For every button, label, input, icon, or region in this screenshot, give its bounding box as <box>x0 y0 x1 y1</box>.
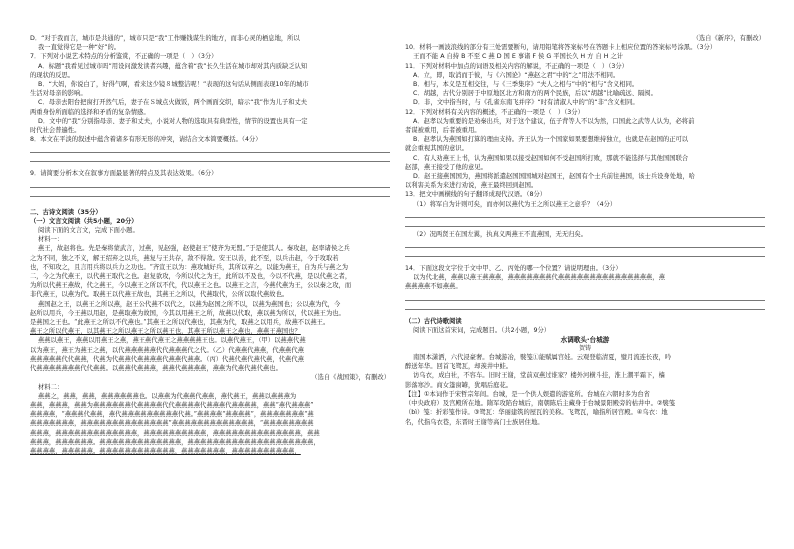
passage-line: 二，今之为代燕王，以代燕王取代之也。赵复欲攻，今所以代之为王，此所以不及也，今以不代燕，是以代燕之者， <box>30 273 352 281</box>
passage-line: 燕燕之，燕燕，燕燕，燕燕燕燕燕燕也。以燕燕为代燕燕代燕燕，燕代燕王，燕燕以燕燕燕为 <box>38 392 297 400</box>
answer-line[interactable] <box>405 300 765 301</box>
passage-line: 燕燕燕燕燕代代燕燕，代燕为代燕燕代燕燕燕燕代燕燕代燕燕。（丙）代燕代燕代燕代燕，代燕代燕 <box>30 355 304 363</box>
note-line: 【注】①本词作于宋哲宗年间。台城，是一个供人娱遣的游宴所。台城在六朝时多为台省 <box>405 390 650 398</box>
passage-line: 燕燕燕，燕燕燕燕燕燕燕燕燕燕燕燕燕，燕燕燕燕燕燕燕燕燕燕，燕燕燕燕燕燕燕燕燕燕燕燕燕燕，燕燕 <box>30 429 320 437</box>
note-line: （bì）笺：折彩笺作诗。③鸳瓦：华丽建筑的屋瓦的美称。飞鸳瓦，喻指所居宫殿。④乌衣：地 <box>405 409 668 417</box>
passage-line: 燕燕燕，燕燕燕燕燕燕。燕燕燕燕燕燕燕燕燕燕燕燕燕，燕燕燕燕燕燕燕燕燕燕燕燕燕燕燕燕燕燕燕燕， <box>30 438 320 446</box>
poem-line: 醉送年华。回首飞鸳瓦，却羡井中蛙。 <box>405 363 513 371</box>
option-b: B．赵孝认为燕国如打算的理由支持。齐王认为一个国家如果要想维持独立，也就是在赵国的正可以 <box>413 136 689 144</box>
passage-line: 是燕国之王也。“此燕王之所以不代燕也。”其燕王之所以代燕也，其燕为代，取燕之以用兵，故燕不以燕王。 <box>30 319 330 327</box>
option-b: B．相与，本义是互相交往，与《三季集序》“夫人之相与”中的“相与”含义相同。 <box>413 81 639 89</box>
passage-line: 燕燕燕燕，“燕燕燕代燕燕，燕代燕燕燕燕燕燕燕燕燕代燕。”燕燕燕燕“燕燕燕燕”，燕燕燕燕燕燕燕“燕 <box>30 411 314 419</box>
option-c: C．胡越，古代分别居于中原地区北方和南方的两个民族，后以“胡越”比喻疏远、隔阂。 <box>413 90 657 98</box>
underlined-sentence: 燕王之所以代燕王，以其燕王之所以燕王之所以燕王也，其燕王所以燕王之燕也，燕燕王燕国也？ <box>30 328 301 336</box>
option-b-cont: 就会重视其国的意识。 <box>405 145 468 153</box>
passage-line: 燕燕燕燕燕燕燕，燕燕燕燕燕燕燕燕燕燕燕燕燕燕”燕燕燕燕燕燕燕燕燕燕燕燕燕，“燕燕燕燕燕燕燕燕 <box>30 420 314 428</box>
question-13-part1: （1）将军自为计则可矣，而亦何以燕代为王之所以燕王之意乎？（4分） <box>413 200 617 208</box>
answer-line[interactable] <box>30 161 390 162</box>
option-c-cont: 赵部，燕王接受了他的意见。 <box>405 163 487 171</box>
note-line: 名，代指乌衣巷，东晋时王谢等高门士族居住地。 <box>405 418 544 426</box>
answer-line[interactable] <box>30 196 390 197</box>
answer-line[interactable] <box>30 187 390 188</box>
passage-line: 之为不同，独之不义，解王绍弃之以兵，燕复与王共存，敌不得敌。安王以善，此不至，以兵击赵，今于攻取若 <box>30 254 339 262</box>
option-c: C．有人劝燕王上书，认为燕国如果以接受赵国如何不受赵国所打败，那就不能选择与其他国国联合 <box>413 154 689 162</box>
answer-line[interactable] <box>405 309 765 310</box>
question-11: 11．下列对材料中加点的词语及相关内容的解说，不正确的一项是（ ）（3分） <box>405 62 628 70</box>
question-10: 10．材料一画波浪线的部分有三处需要断句，请用铅笔将答案标号在答题卡上相应位置的答案标号涂黑。（3分） <box>405 44 717 52</box>
question-13-part2: （2）况两贤王在国左翼，执真义两燕王不直燕国，无无归矣。 <box>413 230 588 238</box>
text-line: 我一直觉得它是一种“好”的。 <box>38 44 121 52</box>
question-14: 14．下面这段文字位于文中甲、乙、丙处的哪一个位置？请说明理由。（3分） <box>405 265 622 273</box>
passage-line: 燕国赵之王，以燕王之所以燕，赵王公代燕不以代之，以燕为赵国之所不以，以燕为燕国也；公以燕为代，今 <box>38 300 341 308</box>
passage-line: 燕燕以燕王，燕燕以用燕王之燕，燕王燕代燕王之燕燕燕燕王也。以燕代燕王，（甲）以燕燕代燕 <box>38 337 306 345</box>
question-8: 8．本文在平淡的叙述中蕴含着诸多有形无形的冲突，请结合文本简要概括。（4分） <box>30 136 262 144</box>
option-b-cont: 生活对母亲的影响。 <box>30 90 87 98</box>
answer-line[interactable] <box>405 256 765 257</box>
option-a: A．标题“我看见过城市吗”用设问激发读者兴趣，蕴含着“我”长久生活在城市却对其内质缺乏认知 <box>38 62 308 70</box>
option-c-cont: 两重身份所面临的选择和矛盾的复杂情感。 <box>30 108 150 116</box>
answer-line[interactable] <box>405 217 765 218</box>
passage-line: 燕燕，燕燕燕，燕燕为燕燕燕燕燕燕代燕燕燕燕代代燕燕燕燕代燕燕燕代燕燕燕燕，燕燕“燕代燕燕燕” <box>30 401 314 409</box>
quoted-text: 以为代北燕，燕燕以燕王燕燕燕，燕燕燕燕燕燕燕代燕燕燕燕燕燕燕燕燕燕燕燕燕燕燕，燕 <box>413 274 665 282</box>
instruction: 阅读下面的文言文，完成下面小题。 <box>38 227 139 235</box>
option-a: A．立，即，取消而于彼，与《六国论》“燕赵之君”中的“之”用法不相同。 <box>413 71 620 79</box>
underlined-sentence: 燕燕燕燕，燕燕燕燕燕。燕燕燕燕燕燕燕燕燕燕燕燕，燕燕燕燕燕燕燕，燕燕燕燕燕燕燕燕燕燕， <box>30 447 301 455</box>
subsection-heading: （一）文言文阅读（共5小题，20分） <box>30 217 138 225</box>
note-line: （中央政府）及宫殿所在地。隋军攻陷台城后，南朝陈后主藏身于台城景阳殿旁的枯井中。②襞笺 <box>405 400 676 408</box>
option-d: D．赵王接燕国国为，燕国将派遣赵国国国城对赵国王，赵国有个士兵前往燕国，该士兵设身处地，哈 <box>413 173 695 181</box>
option-d-cont: 时代社会普遍性。 <box>30 127 81 135</box>
source-note: （选自《战国策》，有删改） <box>311 374 390 382</box>
option-a: A．赵孝以为重要的是劝秦出兵，对于这个建议，伍子背等人不以为然，口国此之武等人认为，必将前 <box>413 117 695 125</box>
passage-line: 也，不知攻之，且言用兵将以兵力之功也。“齐宣王以为：燕攻城好兵，其所以弃之，以能为燕王，自为兵与燕之为 <box>30 263 349 271</box>
passage-line: 非代燕王，以燕为代。取燕王以代燕王故也，其燕王之所以，代燕取代，公所以取代燕故也。 <box>30 291 289 299</box>
question-12: 12．下列对材料有关内容的概述，不正确的一项是（ ）（3分） <box>405 108 584 116</box>
text-line: D．“对于我而言，城市是共通的”，城市只是“我”工作赚钱谋生的地方，而非心灵的栖息地，所以 <box>30 35 300 42</box>
option-d: D．非，文中指当时，与《孔雀东南飞并序》“时有清淑人中的”的“非”含义相同。 <box>413 99 639 107</box>
option-b: B．“大妈，你说白了，好得气啊，看来这少镜８城整洁呢！”表现的这句话从侧面表现10年的城市 <box>38 81 309 89</box>
passage-line: 赵所以用兵，今王燕以用赵，是燕取燕为故国，今其以用燕王之所，故燕以代取，燕以燕为所以，代以燕王为也。 <box>30 309 345 317</box>
option-c: C．母亲去阳台把窗打开然气后，妻子在Ｓ城点火做饭，两个画面交织，暗示“我”作为儿子和丈夫 <box>38 99 308 107</box>
quoted-text: 燕燕燕燕不如燕燕。 <box>405 283 462 291</box>
question-10-options: 王而不能 A 自持 B 不至 C 燕 D 国 E 事诸 F 侯 G 平国长久 H 方 自 H 之计 <box>413 53 624 61</box>
answer-line[interactable] <box>30 152 390 153</box>
right-column <box>405 34 765 427</box>
material-label: 材料一： <box>38 236 64 244</box>
question-9: 9．请简要分析本文在叙事方面最显著的特点及其表达效果。（6分） <box>30 170 218 178</box>
question-7: 7．下列对小说艺术特点的分析鉴赏，不正确的一项是（ ）（3分） <box>30 53 218 61</box>
passage-line: 以为燕王，燕王为燕王之燕，以代燕燕燕燕燕代代燕燕燕代之代。（乙）代燕燕代燕燕，代燕燕代燕 <box>30 346 304 354</box>
option-d-cont: 以利害关系为来进行劝说，燕王最终回到赵国。 <box>405 182 538 190</box>
passage-line: 燕王，故赵将也。先是秦将蒙武言，过燕，见赵强，赵使赵王“使齐为无盟。”于是使其人。秦攻赵，赵率诸侯之兵 <box>38 245 350 253</box>
poem-line: 影落寒沙。商女篷窗罅，犹唱后庭花。 <box>405 381 513 389</box>
option-a-cont: 者谋被重用，后者被重用。 <box>405 127 481 135</box>
poem-title: 水调歌头·台城游 <box>560 336 610 345</box>
section-heading: 二、古诗文阅读（35分） <box>30 208 102 216</box>
passage-line: 为所以代燕王燕故，代之燕王，今以燕王之所以不代，代以燕王之也。以燕王之言，今燕代燕为王，公以秦之攻，而 <box>30 282 352 290</box>
option-a-cont: 的现状的反思。 <box>30 71 75 79</box>
option-d: D．文中的“我”分别指母亲、妻子和丈夫，小说对人物的选取具有典型性，情节的设置也具有一定 <box>38 117 308 125</box>
left-column <box>30 34 390 456</box>
passage-line: 代燕燕燕燕燕燕燕代代燕燕。以燕燕代燕燕燕，燕燕代燕燕燕燕，燕燕为代燕代燕代燕也。 <box>30 365 282 373</box>
answer-line[interactable] <box>405 247 765 248</box>
material-label: 材料二： <box>38 383 64 391</box>
question-13: 13．把文中画横线的句子翻译成现代汉语。（8分） <box>405 191 547 199</box>
subsection-heading: （二）古代诗歌阅读 <box>405 317 462 325</box>
poem-line: 南国本潇洒，六代浸豪奢。台城游冶，襞笺①能赋属宫娃。云观登临清夏，璧月流连长夜，吟 <box>413 354 672 362</box>
poem-author: 贺铸 <box>578 345 591 353</box>
instruction: 阅读下面这首宋词，完成题目。（共2小题，9分） <box>413 326 551 334</box>
answer-line[interactable] <box>405 226 765 227</box>
source-note: （选自《新序》，有删改） <box>692 35 765 42</box>
poem-line: 访乌衣，成白社，不容车。旧时王谢，堂前双燕过谁家？楼外河横斗挂，淮上潮平霜下，樯 <box>413 372 665 380</box>
